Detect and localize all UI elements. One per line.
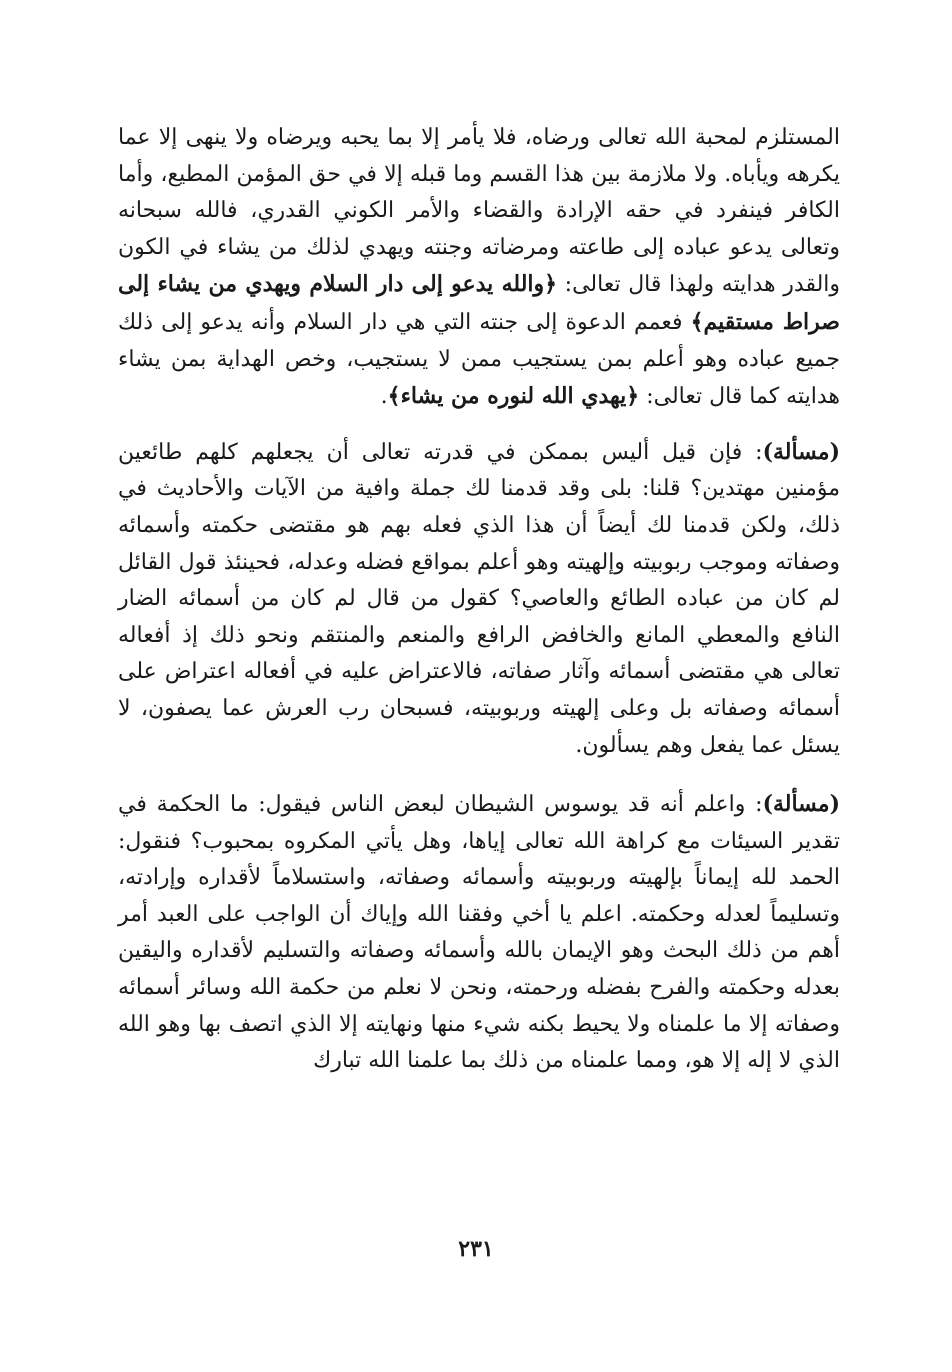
page-number: ٢٣١ [458, 1236, 494, 1262]
quran-verse-1: ﴿والله يدعو إلى دار السلام ويهدي من يشاء إلى صراط مستقيم﴾ [118, 271, 840, 335]
paragraph-1-text-2: فعمم الدعوة إلى جنته التي هي دار السلام وأنه يدعو إلى ذلك جميع عباده وهو أعلم بمن يستجيب ممن لا يستجيب، وخص الهداية بمن يشاء هدايته كما قال تعالى: [118, 309, 840, 410]
paragraph-2-text: : فإن قيل أليس بممكن في قدرته تعالى أن يجعلهم كلهم طائعين مؤمنين مهتدين؟ قلنا: بلى وقد قدمنا لك جملة وافية من الآيات والأحاديث في ذلك، ولكن قدمنا لك أيضاً أن هذا الذي فعله بهم هو مقتضى حكمته وأسمائه وصفاته وموجب ربوبيته وإلهيته وهو أعلم بمواقع فضله وعدله، فحينئذ قول القائل لم كان من عباده الطائع والعاصي؟ كقول من قال لم كان من أسمائه الضار النافع والمعطي المانع والخافض الرافع والمنعم والمنتقم ونحو ذلك إذ أفعاله تعالى هي مقتضى أسمائه وآثار صفاته، فالاعتراض عليه في أفعاله اعتراض على أسمائه وصفاته بل وعلى إلهيته وربوبيته، فسبحان رب العرش عما يصفون، لا يسئل عما يفعل وهم يسألون. [118, 439, 840, 758]
paragraph-1-text-3: . [380, 384, 388, 410]
quran-verse-2: ﴿يهدي الله لنوره من يشاء﴾ [387, 383, 640, 410]
page-body [118, 120, 840, 1080]
paragraph-1 [118, 120, 840, 416]
paragraph-2 [118, 434, 840, 764]
paragraph-3 [118, 786, 840, 1080]
paragraph-1-text-1: المستلزم لمحبة الله تعالى ورضاه، فلا يأمر إلا بما يحبه ويرضاه ولا ينهى إلا عما يكرهه ويأباه. ولا ملازمة بين هذا القسم وما قبله إلا في حق المؤمن المطيع، وأما الكافر فينفرد في حقه الإرادة والقضاء والأمر الكوني القدري، فالله سبحانه وتعالى يدعو عباده إلى طاعته ومرضاته وجنته ويهدي لذلك من يشاء في الكون والقدر هدايته ولهذا قال تعالى: [118, 125, 841, 298]
masala-label-1: (مسألة) [762, 438, 840, 465]
masala-label-2: (مسألة) [762, 791, 840, 818]
paragraph-3-text: : واعلم أنه قد يوسوس الشيطان لبعض الناس فيقول: ما الحكمة في تقدير السيئات مع كراهة الله تعالى إياها، وهل يأتي المكروه بمحبوب؟ فنقول: الحمد لله إيماناً بإلهيته وربوبيته وأسمائه وصفاته، واستسلاماً لأقداره وإرادته، وتسليماً لعدله وحكمته. اعلم يا أخي وفقنا الله وإياك أن الواجب على العبد أمر أهم من ذلك البحث وهو الإيمان بالله وأسمائه وصفاته والتسليم لأقداره واليقين بعدله وحكمته والفرح بفضله ورحمته، ونحن لا نعلم من حكمة الله وسائر أسمائه وصفاته إلا ما علمناه ولا يحيط بكنه شيء منها ونهايته إلا الذي اتصف بها وهو الله الذي لا إله إلا هو، ومما علمناه من ذلك بما علمنا الله تبارك [118, 792, 840, 1074]
